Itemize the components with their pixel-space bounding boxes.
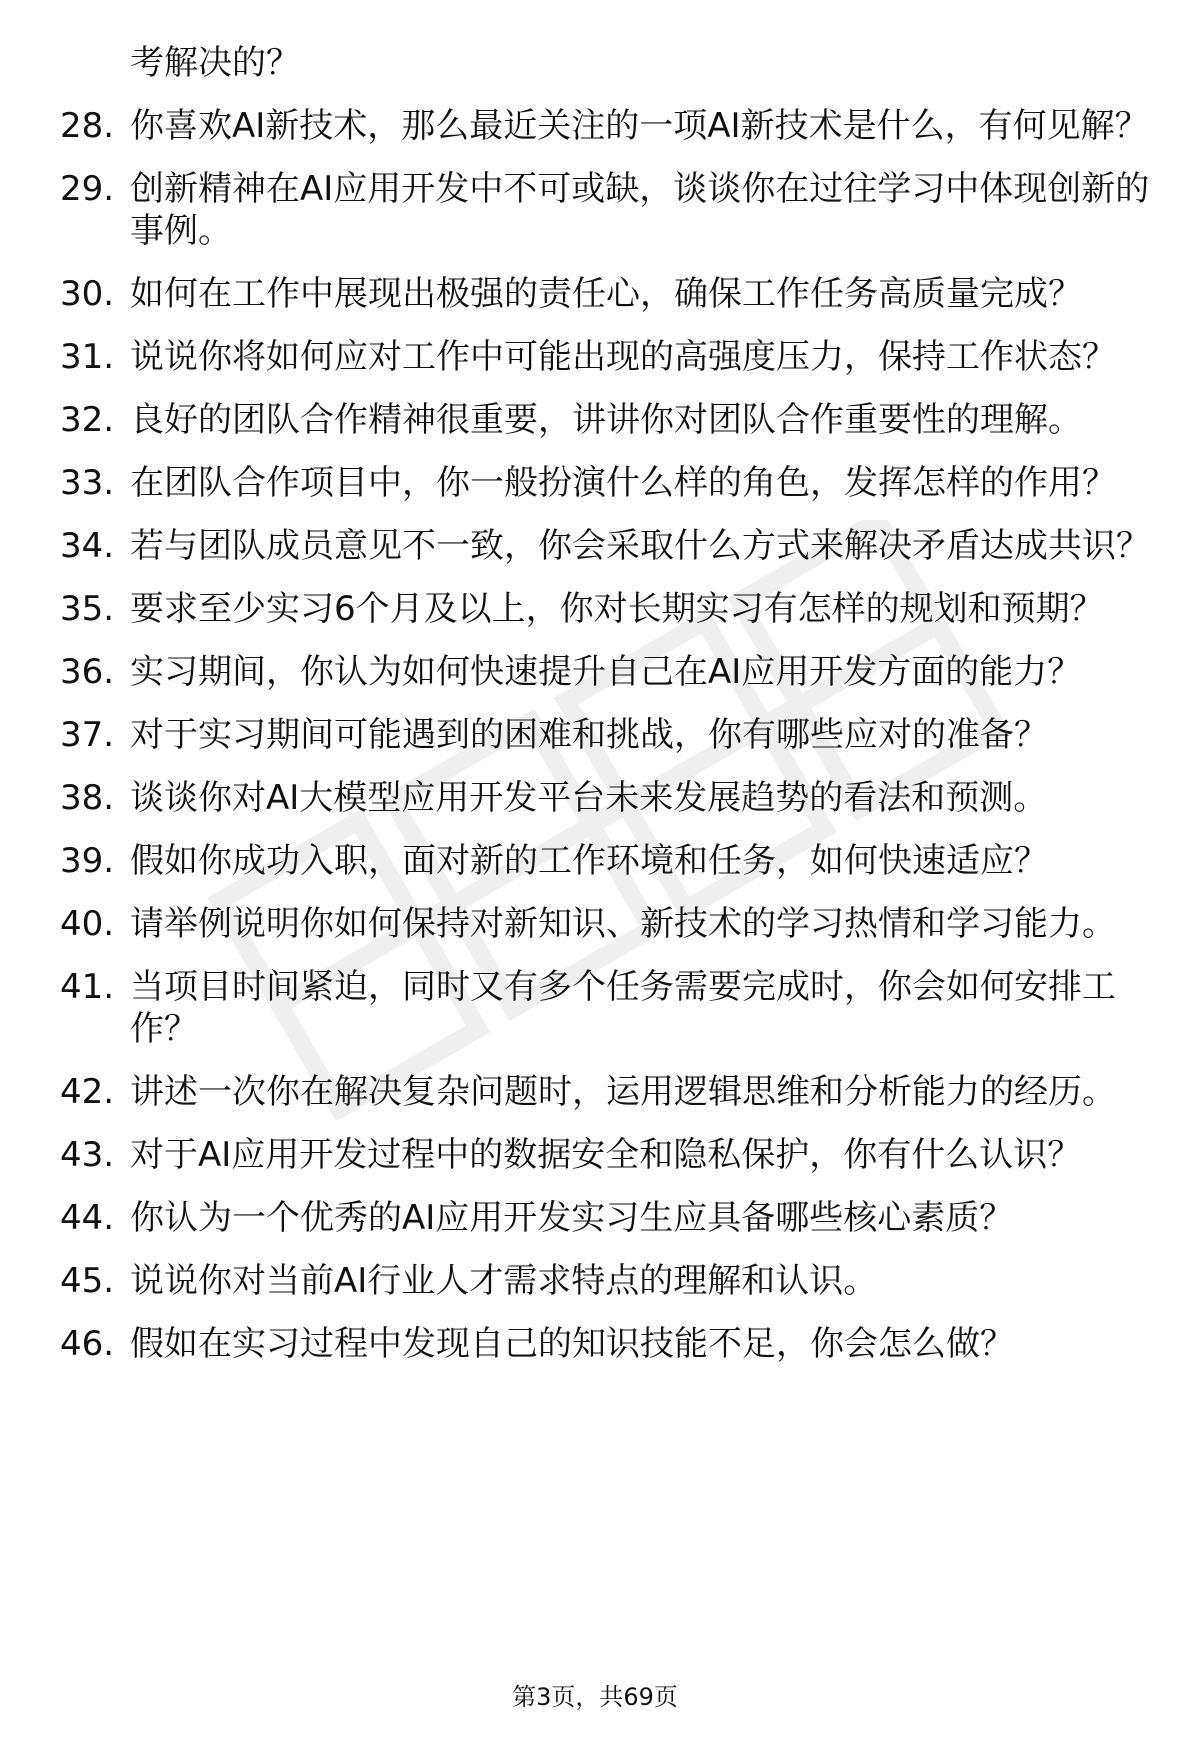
question-text: 如何在工作中展现出极强的责任心，确保工作任务高质量完成？ [130,274,1082,314]
question-text: 良好的团队合作精神很重要，讲讲你对团队合作重要性的理解。 [130,400,1082,440]
question-item [60,1260,1150,1302]
question-text: 谈谈你对AI大模型应用开发平台未来发展趋势的看法和预测。 [130,778,1048,818]
question-text: 假如在实习过程中发现自己的知识技能不足，你会怎么做？ [130,1324,1014,1364]
question-item [60,273,1150,315]
question-text: 对于实习期间可能遇到的困难和挑战，你有哪些应对的准备？ [130,715,1048,755]
question-text: 对于AI应用开发过程中的数据安全和隐私保护，你有什么认识？ [130,1135,1082,1175]
question-item [60,336,1150,378]
question-item [60,651,1150,693]
question-item [60,1071,1150,1113]
question-item [60,777,1150,819]
question-text: 说说你对当前AI行业人才需求特点的理解和认识。 [130,1261,878,1301]
question-number: 43. [60,1135,115,1175]
question-text: 创新精神在AI应用开发中不可或缺，谈谈你在过往学习中体现创新的事例。 [130,169,1150,251]
question-item [60,966,1150,1050]
question-text: 当项目时间紧迫，同时又有多个任务需要完成时，你会如何安排工作？ [130,967,1116,1049]
question-item [60,105,1150,147]
question-number: 39. [60,841,115,881]
question-continuation [60,42,1150,84]
question-number: 33. [60,463,115,503]
question-item [60,525,1150,567]
question-number: 42. [60,1072,115,1112]
question-number: 41. [60,967,115,1007]
question-number: 34. [60,526,115,566]
question-text: 请举例说明你如何保持对新知识、新技术的学习热情和学习能力。 [130,904,1116,944]
question-text: 若与团队成员意见不一致，你会采取什么方式来解决矛盾达成共识？ [130,526,1150,566]
question-text: 要求至少实习6个月及以上，你对长期实习有怎样的规划和预期？ [130,589,1104,629]
question-number: 35. [60,589,115,629]
question-text: 讲述一次你在解决复杂问题时，运用逻辑思维和分析能力的经历。 [130,1072,1116,1112]
question-number: 40. [60,904,115,944]
question-number: 28. [60,106,115,146]
question-number: 38. [60,778,115,818]
question-item [60,1197,1150,1239]
question-item [60,1134,1150,1176]
question-text: 实习期间，你认为如何快速提升自己在AI应用开发方面的能力？ [130,652,1082,692]
question-number: 44. [60,1198,115,1238]
question-item [60,903,1150,945]
question-number: 46. [60,1324,115,1364]
question-text: 你喜欢AI新技术，那么最近关注的一项AI新技术是什么，有何见解？ [130,106,1149,146]
question-item [60,399,1150,441]
question-number: 37. [60,715,115,755]
question-item [60,168,1150,252]
question-number: 31. [60,337,115,377]
question-number: 29. [60,169,115,209]
question-item [60,588,1150,630]
question-number: 30. [60,274,115,314]
question-item [60,462,1150,504]
question-text: 说说你将如何应对工作中可能出现的高强度压力，保持工作状态？ [130,337,1116,377]
question-number: 45. [60,1261,115,1301]
question-text: 你认为一个优秀的AI应用开发实习生应具备哪些核心素质？ [130,1198,1014,1238]
question-text: 假如你成功入职，面对新的工作环境和任务，如何快速适应？ [130,841,1048,881]
question-number: 32. [60,400,115,440]
page-footer: 第3页，共69页 [512,1683,678,1711]
question-item [60,714,1150,756]
question-text: 在团队合作项目中，你一般扮演什么样的角色，发挥怎样的作用？ [130,463,1116,503]
question-number: 36. [60,652,115,692]
question-list [60,42,1150,1386]
continuation-text: 考解决的？ [130,43,300,83]
question-item [60,1323,1150,1365]
question-item [60,840,1150,882]
